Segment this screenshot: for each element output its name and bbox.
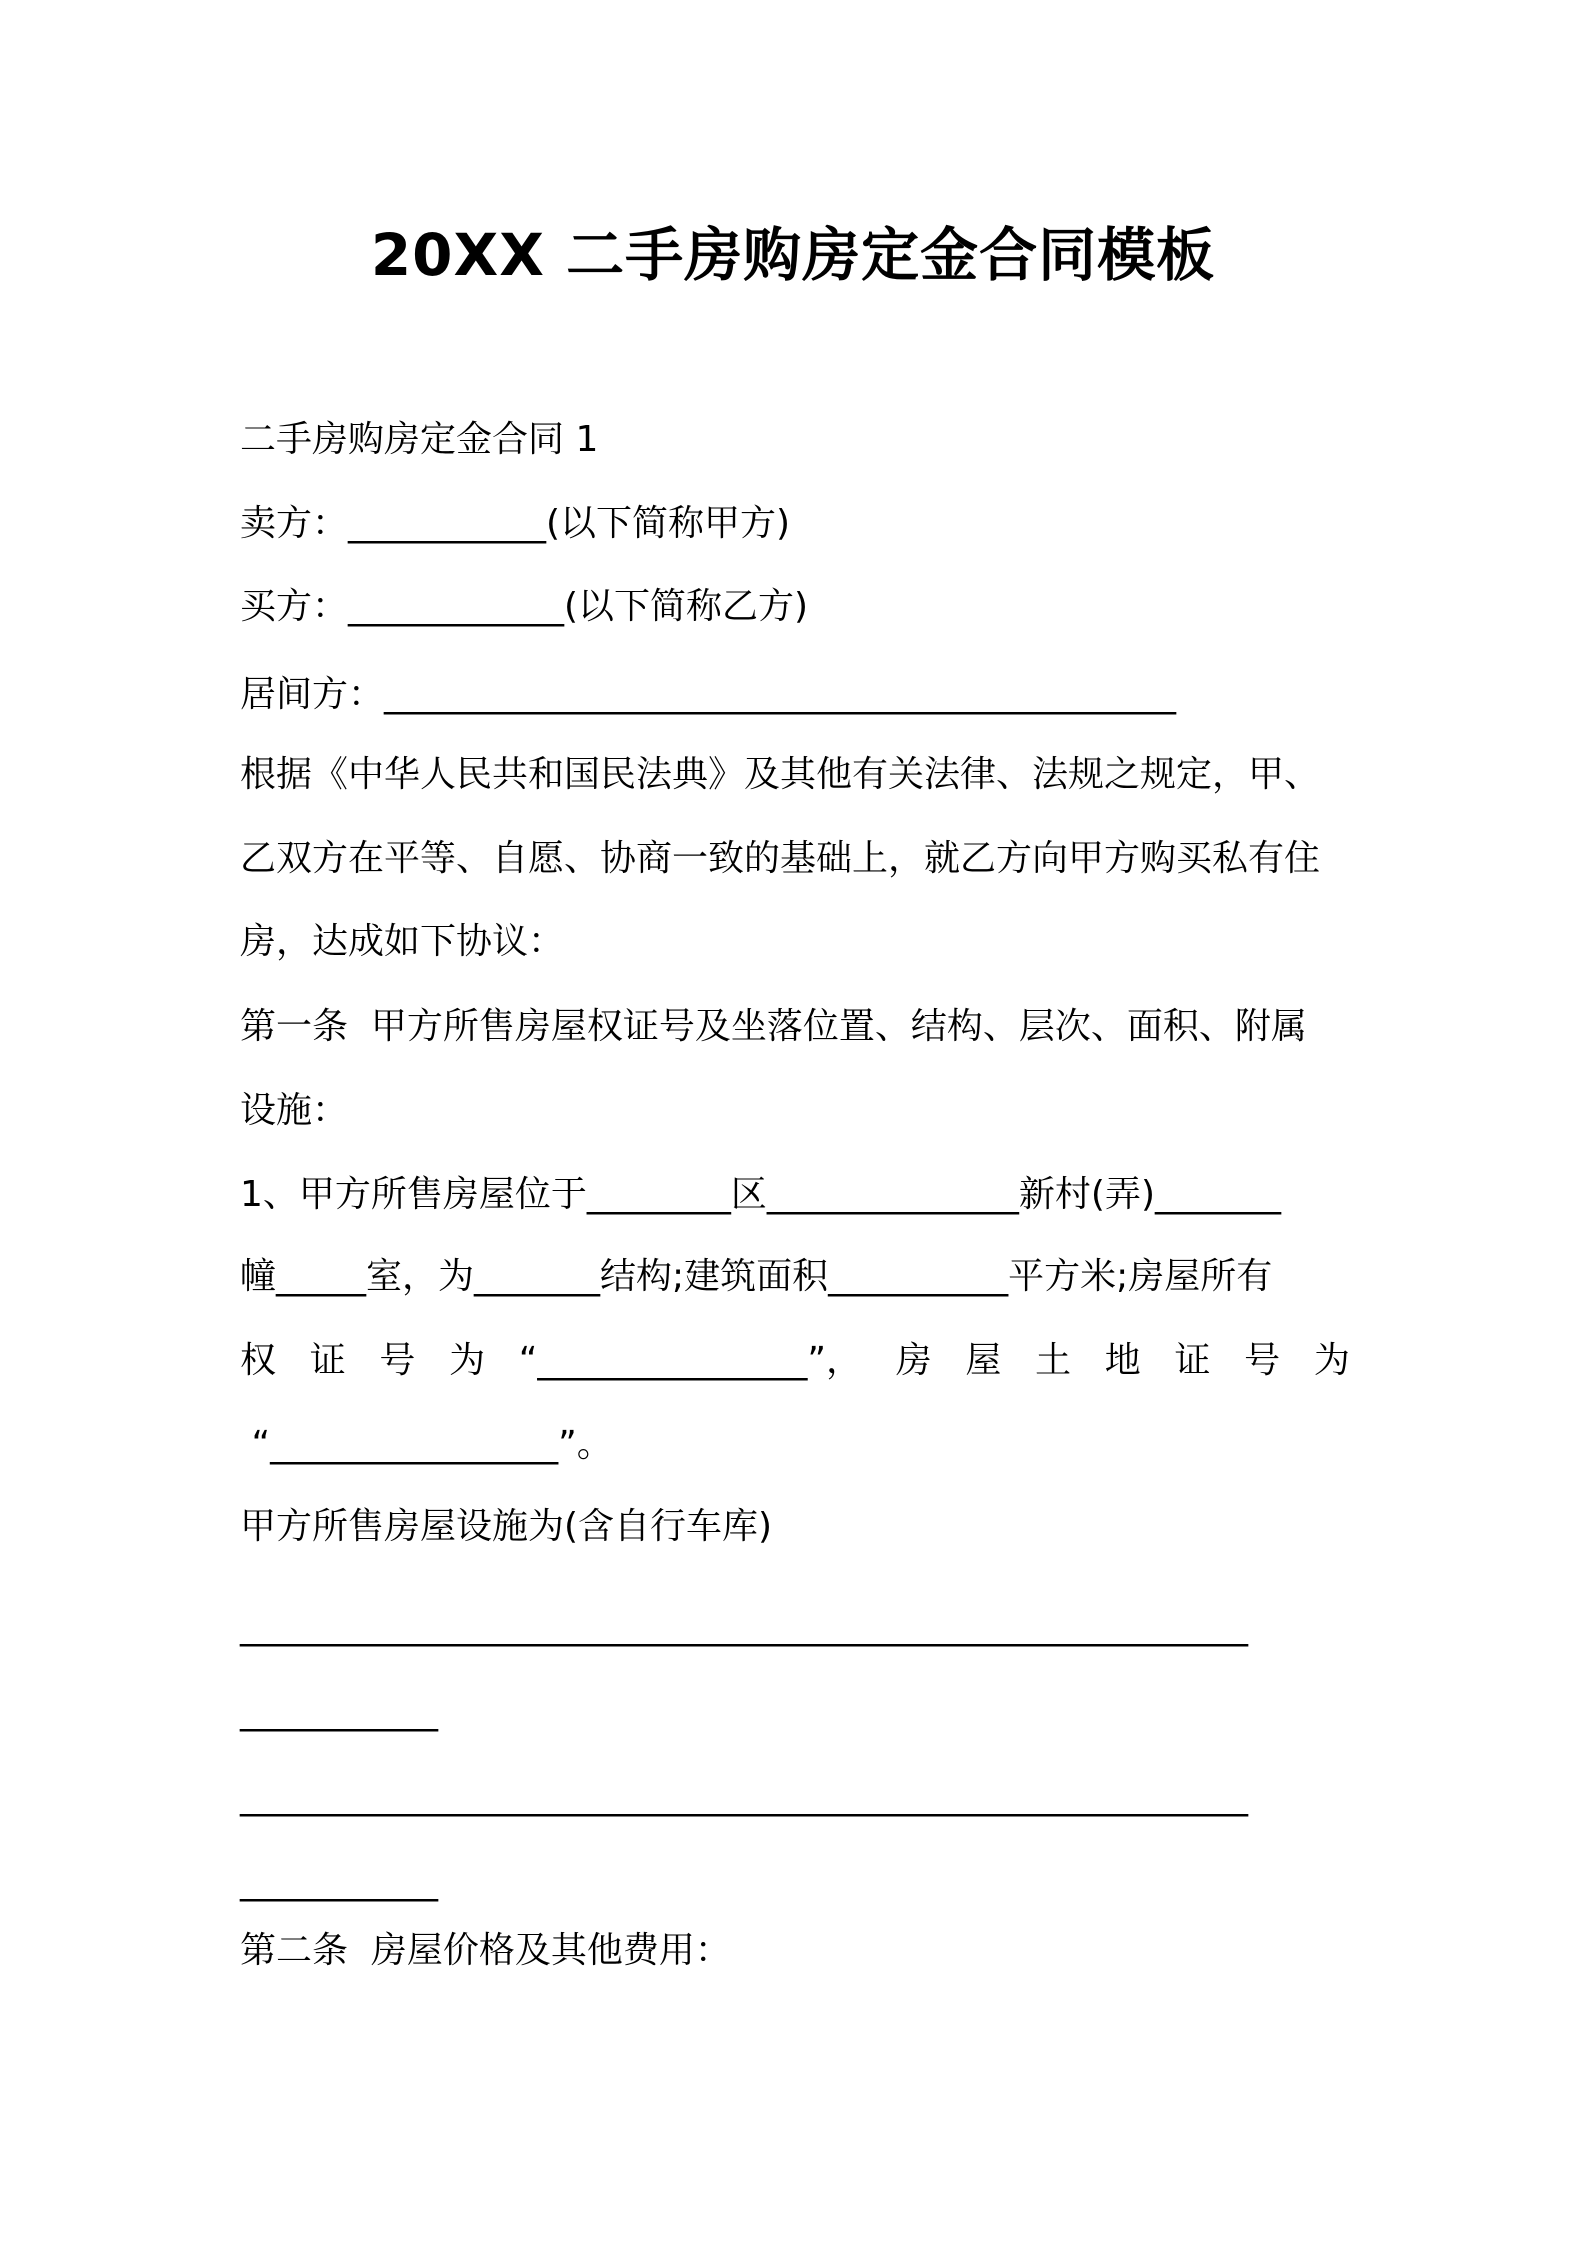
article-2-heading: 第二条 房屋价格及其他费用： — [240, 1930, 731, 1971]
facilities-blank-short-2: ___________ — [240, 1861, 438, 1902]
item-1-line-3-part: 权 — [240, 1340, 277, 1381]
item-1-line-3 — [240, 1334, 1350, 1388]
item-1-line-3-part: 为 — [1313, 1340, 1350, 1381]
facilities-blank-long-1: ________________________________________________________ — [240, 1606, 1248, 1647]
seller-line: 卖方：___________(以下简称甲方) — [240, 503, 791, 544]
article-1-line-1: 第一条 甲方所售房屋权证号及坐落位置、结构、层次、面积、附属 — [240, 1006, 1307, 1047]
paragraph-1-line-3: 房，达成如下协议： — [240, 921, 565, 962]
article-1-line-2: 设施： — [240, 1090, 349, 1131]
facilities-label: 甲方所售房屋设施为(含自行车库) — [240, 1506, 773, 1547]
item-1-line-1: 1、甲方所售房屋位于________区______________新村(弄)_______ — [240, 1174, 1281, 1215]
item-1-line-3-part: 地 — [1104, 1340, 1141, 1381]
item-1-line-3-part: 证 — [1174, 1340, 1211, 1381]
paragraph-1-line-2: 乙双方在平等、自愿、协商一致的基础上，就乙方向甲方购买私有住 — [240, 838, 1321, 879]
item-1-line-3-part: 房 — [895, 1340, 932, 1381]
item-1-line-3-part: 证 — [309, 1340, 346, 1381]
item-1-line-3-part: 号 — [1244, 1340, 1281, 1381]
document-title: 20XX 二手房购房定金合同模板 — [370, 221, 1216, 289]
intermediary-line: 居间方：____________________________________________ — [240, 674, 1177, 715]
item-1-line-2: 幢_____室，为_______结构;建筑面积__________平方米;房屋所有 — [240, 1256, 1273, 1297]
item-1-line-3-part: 屋 — [965, 1340, 1002, 1381]
facilities-blank-long-2: ________________________________________________________ — [240, 1776, 1248, 1817]
item-1-line-3-part: “_______________”， — [518, 1340, 863, 1381]
item-1-line-3-part: 土 — [1035, 1340, 1072, 1381]
item-1-line-4: “________________”。 — [240, 1424, 613, 1465]
contract-heading: 二手房购房定金合同 1 — [240, 419, 599, 460]
paragraph-1-line-1: 根据《中华人民共和国民法典》及其他有关法律、法规之规定，甲、 — [240, 754, 1321, 795]
buyer-line: 买方：____________(以下简称乙方) — [240, 586, 809, 627]
facilities-blank-short-1: ___________ — [240, 1691, 438, 1732]
item-1-line-3-part: 为 — [449, 1340, 486, 1381]
item-1-line-3-part: 号 — [379, 1340, 416, 1381]
